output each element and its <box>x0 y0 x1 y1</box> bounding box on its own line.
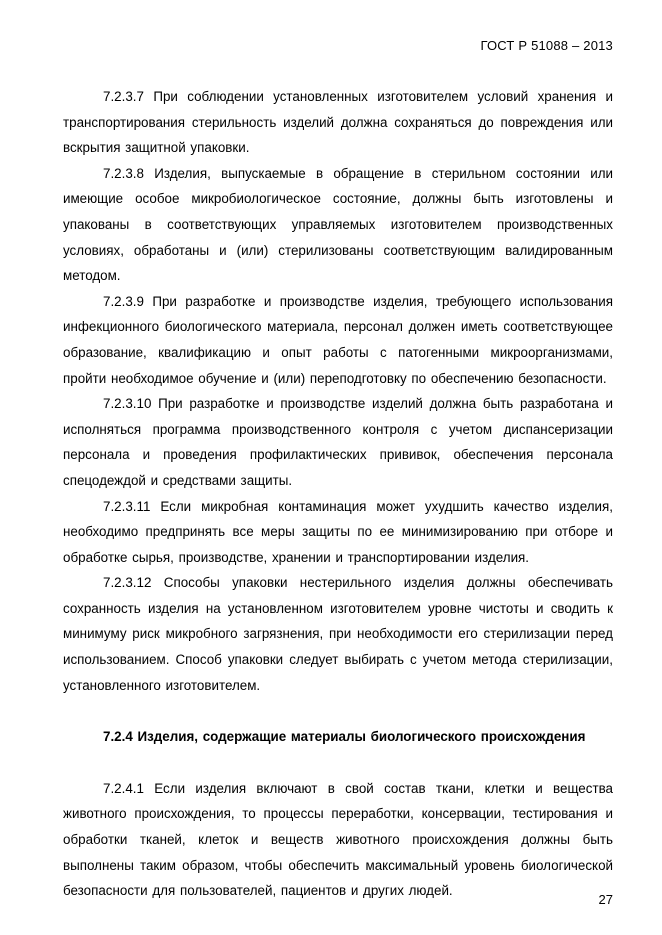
page-number: 27 <box>598 892 613 907</box>
paragraph-7-2-3-7: 7.2.3.7 При соблюдении установленных изготовителем условий хранения и транспортирования стерильность изделий должна сохраняться до повреждения или вскрытия защитной упаковки. <box>63 89 613 156</box>
paragraph-7-2-3-10: 7.2.3.10 При разработке и производстве изделий должна быть разработана и исполняться программа производственного контроля с учетом диспансеризации персонала и проведения профилактических прививок, обеспечения персонала спецодеждой и средствами защиты. <box>63 396 613 488</box>
paragraph-7-2-3-11: 7.2.3.11 Если микробная контаминация может ухудшить качество изделия, необходимо предпринять все меры защиты по ее минимизированию при отборе и обработке сырья, производстве, хранении и транспортировании изделия. <box>63 498 613 565</box>
paragraph-7-2-4-1: 7.2.4.1 Если изделия включают в свой состав ткани, клетки и вещества животного происхождения, то процессы переработки, консервации, тестирования и обработки тканей, клеток и веществ животного происхождения должны быть выполнены таким образом, чтобы обеспечить максимальный уровень биологической безопасности для пользователей, пациентов и других людей. <box>63 780 613 899</box>
paragraph-7-2-3-12: 7.2.3.12 Способы упаковки нестерильного изделия должны обеспечивать сохранность изделия на установленном изготовителем уровне чистоты и сводить к минимуму риск микробного загрязнения, при необходимости его стерилизации перед использованием. Способ упаковки следует выбирать с учетом метода стерилизации, установленного изготовителем. <box>63 575 613 693</box>
paragraph-7-2-3-9: 7.2.3.9 При разработке и производстве изделия, требующего использования инфекционного биологического материала, персонал должен иметь соответствующее образование, квалификацию и опыт работы с патогенными микроорганизмами, пройти необходимое обучение и (или) переподготовку по обеспечению безопасности. <box>63 293 613 386</box>
section-heading-7-2-4: 7.2.4 Изделия, содержащие материалы биологического происхождения <box>103 729 586 745</box>
document-header: ГОСТ Р 51088 – 2013 <box>480 38 613 53</box>
paragraph-7-2-3-8: 7.2.3.8 Изделия, выпускаемые в обращение в стерильном состоянии или имеющие особое микробиологическое состояние, должны быть изготовлены и упакованы в соответствующих управляемых изготовителем производственных условиях, обработаны и (или) стерилизованы соответствующим валидированным методом. <box>63 165 613 284</box>
document-body <box>63 84 613 904</box>
